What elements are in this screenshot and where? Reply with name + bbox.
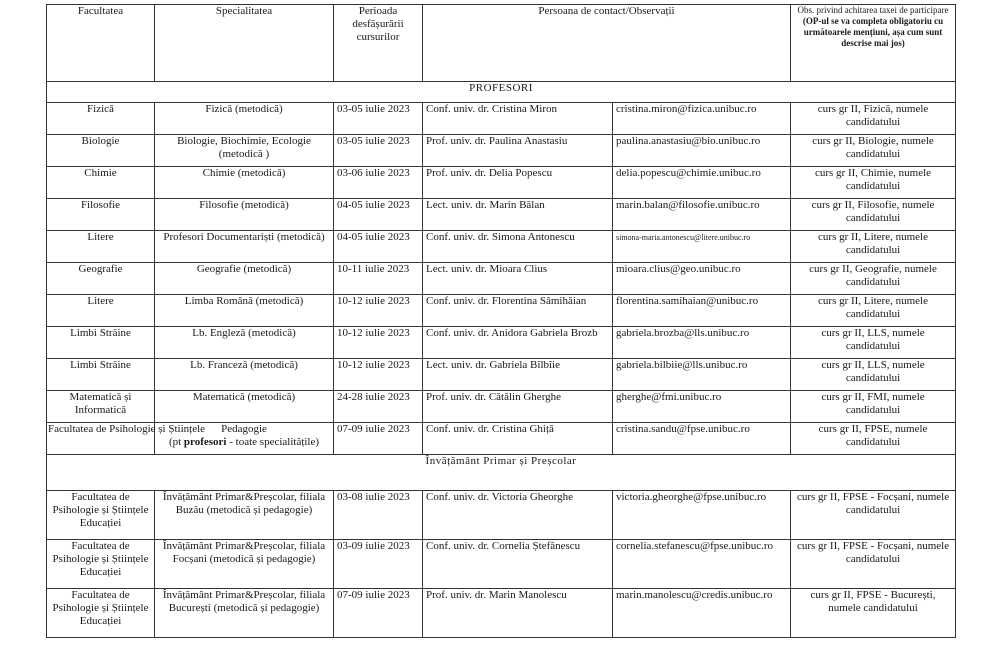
cell-specialitatea: Lb. Engleză (metodică) (155, 327, 334, 359)
cell-specialitatea: Matematică (metodică) (155, 391, 334, 423)
cell-obs: curs gr II, FMI, numele candidatului (791, 391, 956, 423)
cell-contact-name: Conf. univ. dr. Florentina Sâmihăian (423, 295, 613, 327)
cell-facultatea: Facultatea de Psihologie și Științele (47, 423, 155, 455)
cell-obs: curs gr II, FPSE - Focșani, numele candidatului (791, 540, 956, 589)
cell-perioada: 04-05 iulie 2023 (334, 231, 423, 263)
cell-facultatea: Litere (47, 295, 155, 327)
table-row (47, 423, 956, 455)
table-row (47, 391, 956, 423)
cell-obs: curs gr II, FPSE, numele candidatului (791, 423, 956, 455)
cell-specialitatea: Învățământ Primar&Preșcolar, filiala București (metodică și pedagogie) (155, 589, 334, 638)
cell-contact-name: Lect. univ. dr. Mioara Clius (423, 263, 613, 295)
cell-perioada: 03-06 iulie 2023 (334, 167, 423, 199)
table-row (47, 135, 956, 167)
cell-obs: curs gr II, FPSE - Focșani, numele candidatului (791, 491, 956, 540)
cell-contact-email: mioara.clius@geo.unibuc.ro (613, 263, 791, 295)
cell-contact-name: Lect. univ. dr. Gabriela Bîlbîie (423, 359, 613, 391)
cell-specialitatea: Profesori Documentariști (metodică) (155, 231, 334, 263)
cell-perioada: 03-05 iulie 2023 (334, 103, 423, 135)
cell-obs: curs gr II, Biologie, numele candidatului (791, 135, 956, 167)
cell-facultatea: Facultatea de Psihologie și Științele Educației (47, 491, 155, 540)
section-row (47, 82, 956, 103)
table-row (47, 327, 956, 359)
cell-facultatea: Biologie (47, 135, 155, 167)
cell-specialitatea: Lb. Franceză (metodică) (155, 359, 334, 391)
spec-paren-open: (pt (168, 436, 184, 448)
cell-facultatea: Facultatea de Psihologie și Științele Educației (47, 589, 155, 638)
header-persoana: Persoana de contact/Observații (423, 5, 791, 82)
cell-specialitatea: Biologie, Biochimie, Ecologie (metodică ) (155, 135, 334, 167)
header-obs (791, 5, 956, 82)
table-row (47, 589, 956, 638)
cell-contact-name: Prof. univ. dr. Marin Manolescu (423, 589, 613, 638)
cell-contact-email: cristina.sandu@fpse.unibuc.ro (613, 423, 791, 455)
header-obs-plain: Obs. privind achitarea taxei de participare (797, 5, 949, 15)
table-row (47, 359, 956, 391)
cell-contact-name: Conf. univ. dr. Anidora Gabriela Brozb (423, 327, 613, 359)
cell-contact-name: Prof. univ. dr. Cătălin Gherghe (423, 391, 613, 423)
header-facultatea: Facultatea (47, 5, 155, 82)
spec-pedagogie: Pedagogie (221, 423, 267, 435)
table-row (47, 491, 956, 540)
cell-contact-email: victoria.gheorghe@fpse.unibuc.ro (613, 491, 791, 540)
cell-facultatea: Matematică și Informatică (47, 391, 155, 423)
cell-contact-email: cristina.miron@fizica.unibuc.ro (613, 103, 791, 135)
cell-contact-email: delia.popescu@chimie.unibuc.ro (613, 167, 791, 199)
cell-specialitatea: Învățământ Primar&Preșcolar, filiala Focșani (metodică și pedagogie) (155, 540, 334, 589)
cell-contact-name: Prof. univ. dr. Paulina Anastasiu (423, 135, 613, 167)
cell-facultatea: Facultatea de Psihologie și Științele Educației (47, 540, 155, 589)
header-row (47, 5, 956, 82)
header-obs-bold: (OP-ul se va completa obligatoriu cu următoarele mențiuni, așa cum sunt descrise mai jos) (802, 16, 944, 48)
spec-paren-rest: - toate specialitățile) (226, 436, 320, 448)
cell-perioada: 03-09 iulie 2023 (334, 540, 423, 589)
section-title-primar: Învățământ Primar și Preșcolar (47, 455, 956, 491)
section-row (47, 455, 956, 491)
cell-contact-email: florentina.samihaian@unibuc.ro (613, 295, 791, 327)
cell-specialitatea: Filosofie (metodică) (155, 199, 334, 231)
cell-obs: curs gr II, Litere, numele candidatului (791, 295, 956, 327)
cell-contact-name: Conf. univ. dr. Cristina Miron (423, 103, 613, 135)
table-row (47, 263, 956, 295)
table-row (47, 231, 956, 263)
spec-bold-profesori: profesori (183, 436, 227, 448)
cell-facultatea: Geografie (47, 263, 155, 295)
cell-contact-email: paulina.anastasiu@bio.unibuc.ro (613, 135, 791, 167)
cell-contact-name: Lect. univ. dr. Marin Bălan (423, 199, 613, 231)
cell-contact-email: simona-maria.antonescu@litere.unibuc.ro (613, 231, 791, 263)
cell-specialitatea: Geografie (metodică) (155, 263, 334, 295)
cell-facultatea: Fizică (47, 103, 155, 135)
cell-contact-name: Prof. univ. dr. Delia Popescu (423, 167, 613, 199)
cell-contact-name: Conf. univ. dr. Cristina Ghiță (423, 423, 613, 455)
cell-contact-name: Conf. univ. dr. Simona Antonescu (423, 231, 613, 263)
courses-table (46, 4, 956, 638)
cell-perioada: 10-12 iulie 2023 (334, 295, 423, 327)
cell-obs: curs gr II, Filosofie, numele candidatului (791, 199, 956, 231)
cell-specialitatea: Fizică (metodică) (155, 103, 334, 135)
table-row (47, 103, 956, 135)
cell-perioada: 10-11 iulie 2023 (334, 263, 423, 295)
table-row (47, 199, 956, 231)
cell-contact-email: gabriela.brozba@lls.unibuc.ro (613, 327, 791, 359)
cell-perioada: 10-12 iulie 2023 (334, 359, 423, 391)
cell-specialitatea: Chimie (metodică) (155, 167, 334, 199)
cell-facultatea: Limbi Străine (47, 359, 155, 391)
cell-perioada: 07-09 iulie 2023 (334, 423, 423, 455)
table-row (47, 295, 956, 327)
cell-specialitatea: Limba Română (metodică) (155, 295, 334, 327)
cell-specialitatea: Învățământ Primar&Preșcolar, filiala Buzău (metodică și pedagogie) (155, 491, 334, 540)
cell-obs: curs gr II, Chimie, numele candidatului (791, 167, 956, 199)
cell-obs: curs gr II, FPSE - București, numele candidatului (791, 589, 956, 638)
cell-obs: curs gr II, LLS, numele candidatului (791, 359, 956, 391)
cell-perioada: 07-09 iulie 2023 (334, 589, 423, 638)
cell-perioada: 03-08 iulie 2023 (334, 491, 423, 540)
cell-facultatea: Limbi Străine (47, 327, 155, 359)
cell-contact-email: marin.manolescu@credis.unibuc.ro (613, 589, 791, 638)
cell-obs: curs gr II, Geografie, numele candidatului (791, 263, 956, 295)
table-row (47, 540, 956, 589)
section-title-profesori: PROFESORI (47, 82, 956, 103)
cell-obs: curs gr II, Fizică, numele candidatului (791, 103, 956, 135)
header-perioada: Perioada desfășurării cursurilor (334, 5, 423, 82)
cell-contact-name: Conf. univ. dr. Victoria Gheorghe (423, 491, 613, 540)
cell-contact-name: Conf. univ. dr. Cornelia Ștefănescu (423, 540, 613, 589)
cell-facultatea: Chimie (47, 167, 155, 199)
cell-perioada: 03-05 iulie 2023 (334, 135, 423, 167)
table-row (47, 167, 956, 199)
cell-perioada: 04-05 iulie 2023 (334, 199, 423, 231)
cell-obs: curs gr II, Litere, numele candidatului (791, 231, 956, 263)
cell-perioada: 10-12 iulie 2023 (334, 327, 423, 359)
cell-contact-email: cornelia.stefanescu@fpse.unibuc.ro (613, 540, 791, 589)
cell-obs: curs gr II, LLS, numele candidatului (791, 327, 956, 359)
header-specialitatea: Specialitatea (155, 5, 334, 82)
cell-contact-email: gabriela.bilbiie@lls.unibuc.ro (613, 359, 791, 391)
cell-perioada: 24-28 iulie 2023 (334, 391, 423, 423)
cell-contact-email: gherghe@fmi.unibuc.ro (613, 391, 791, 423)
cell-contact-email: marin.balan@filosofie.unibuc.ro (613, 199, 791, 231)
cell-facultatea: Filosofie (47, 199, 155, 231)
cell-facultatea: Litere (47, 231, 155, 263)
